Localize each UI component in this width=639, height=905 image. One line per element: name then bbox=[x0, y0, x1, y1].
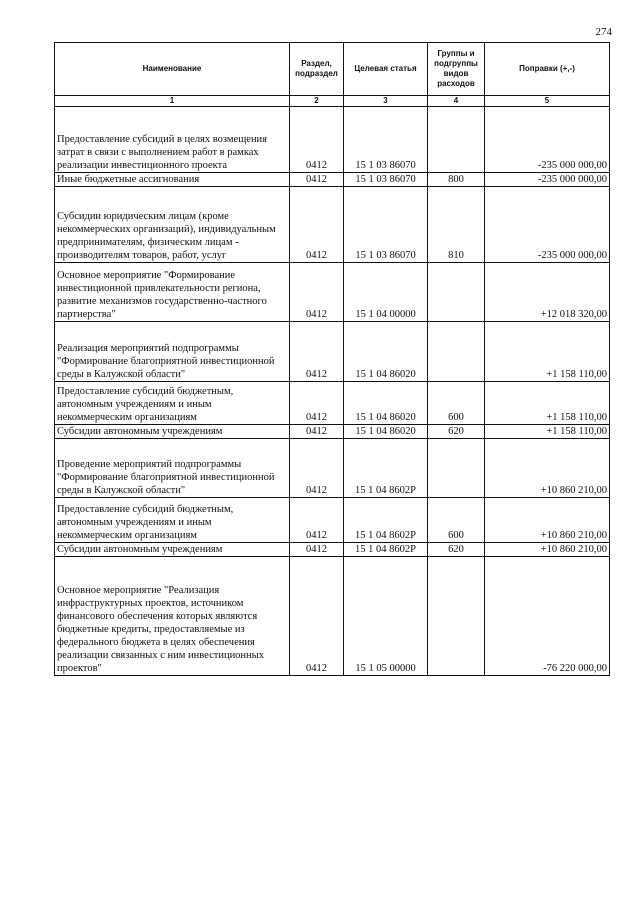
row-section: 0412 bbox=[290, 173, 344, 187]
row-section: 0412 bbox=[290, 557, 344, 676]
header-amount: Поправки (+,-) bbox=[485, 43, 610, 96]
table-row bbox=[55, 187, 610, 263]
row-group: 600 bbox=[428, 498, 485, 543]
column-number-row bbox=[55, 96, 610, 107]
row-section: 0412 bbox=[290, 322, 344, 382]
row-target: 15 1 04 8602Р bbox=[344, 498, 428, 543]
table-row bbox=[55, 382, 610, 425]
row-amount: -235 000 000,00 bbox=[485, 173, 610, 187]
row-group bbox=[428, 263, 485, 322]
row-target: 15 1 04 8602Р bbox=[344, 543, 428, 557]
row-amount: +10 860 210,00 bbox=[485, 439, 610, 498]
row-name: Проведение мероприятий подпрограммы "Формирование благоприятной инвестиционной среды в Калужской области" bbox=[55, 439, 290, 498]
row-target: 15 1 03 86070 bbox=[344, 107, 428, 173]
row-name: Предоставление субсидий бюджетным, автономным учреждениям и иным некоммерческим организациям bbox=[55, 382, 290, 425]
table-row bbox=[55, 322, 610, 382]
table-row bbox=[55, 107, 610, 173]
column-number: 3 bbox=[344, 96, 428, 107]
row-section: 0412 bbox=[290, 107, 344, 173]
row-amount: -235 000 000,00 bbox=[485, 187, 610, 263]
row-group: 810 bbox=[428, 187, 485, 263]
row-section: 0412 bbox=[290, 543, 344, 557]
row-amount: +1 158 110,00 bbox=[485, 382, 610, 425]
table-row bbox=[55, 557, 610, 676]
row-section: 0412 bbox=[290, 498, 344, 543]
row-section: 0412 bbox=[290, 382, 344, 425]
column-number: 5 bbox=[485, 96, 610, 107]
column-number: 1 bbox=[55, 96, 290, 107]
row-target: 15 1 04 86020 bbox=[344, 425, 428, 439]
row-name: Реализация мероприятий подпрограммы "Формирование благоприятной инвестиционной среды в Калужской области" bbox=[55, 322, 290, 382]
row-amount: +10 860 210,00 bbox=[485, 498, 610, 543]
row-name: Иные бюджетные ассигнования bbox=[55, 173, 290, 187]
row-target: 15 1 05 00000 bbox=[344, 557, 428, 676]
row-section: 0412 bbox=[290, 439, 344, 498]
row-target: 15 1 04 86020 bbox=[344, 322, 428, 382]
table-row bbox=[55, 439, 610, 498]
row-name: Предоставление субсидий в целях возмещения затрат в связи с выполнением работ в рамках реализации инвестиционного проекта bbox=[55, 107, 290, 173]
column-number: 2 bbox=[290, 96, 344, 107]
header-target: Целевая статья bbox=[344, 43, 428, 96]
row-amount: +1 158 110,00 bbox=[485, 322, 610, 382]
row-group bbox=[428, 322, 485, 382]
header-name: Наименование bbox=[55, 43, 290, 96]
row-amount: +12 018 320,00 bbox=[485, 263, 610, 322]
row-name: Основное мероприятие "Формирование инвестиционной привлекательности региона, развитие механизмов государственно-частного партнерства" bbox=[55, 263, 290, 322]
row-name: Предоставление субсидий бюджетным, автономным учреждениям и иным некоммерческим организациям bbox=[55, 498, 290, 543]
row-name: Субсидии автономным учреждениям bbox=[55, 425, 290, 439]
row-target: 15 1 04 00000 bbox=[344, 263, 428, 322]
table-row bbox=[55, 543, 610, 557]
budget-amendments-table bbox=[54, 42, 610, 676]
row-name: Субсидии автономным учреждениям bbox=[55, 543, 290, 557]
table-row bbox=[55, 425, 610, 439]
table-row bbox=[55, 173, 610, 187]
row-section: 0412 bbox=[290, 187, 344, 263]
row-group bbox=[428, 439, 485, 498]
row-section: 0412 bbox=[290, 425, 344, 439]
row-amount: -76 220 000,00 bbox=[485, 557, 610, 676]
row-group: 620 bbox=[428, 425, 485, 439]
row-group bbox=[428, 557, 485, 676]
row-section: 0412 bbox=[290, 263, 344, 322]
row-amount: +1 158 110,00 bbox=[485, 425, 610, 439]
row-target: 15 1 04 8602Р bbox=[344, 439, 428, 498]
header-section: Раздел, подраздел bbox=[290, 43, 344, 96]
row-name: Субсидии юридическим лицам (кроме некоммерческих организаций), индивидуальным предпринимателям, физическим лицам - производителям товаров, работ, услуг bbox=[55, 187, 290, 263]
row-group bbox=[428, 107, 485, 173]
row-target: 15 1 03 86070 bbox=[344, 173, 428, 187]
row-name: Основное мероприятие "Реализация инфраструктурных проектов, источником финансового обеспечения которых являются бюджетные кредиты, предоставляемые из федерального бюджета в целях обеспечения реализации связанных с ним инвестиционных проектов" bbox=[55, 557, 290, 676]
row-amount: +10 860 210,00 bbox=[485, 543, 610, 557]
row-group: 620 bbox=[428, 543, 485, 557]
header-row bbox=[55, 43, 610, 96]
header-groups: Группы и подгруппы видов расходов bbox=[428, 43, 485, 96]
row-amount: -235 000 000,00 bbox=[485, 107, 610, 173]
row-target: 15 1 04 86020 bbox=[344, 382, 428, 425]
table-row bbox=[55, 498, 610, 543]
row-target: 15 1 03 86070 bbox=[344, 187, 428, 263]
column-number: 4 bbox=[428, 96, 485, 107]
page-number: 274 bbox=[595, 26, 612, 38]
row-group: 800 bbox=[428, 173, 485, 187]
table-row bbox=[55, 263, 610, 322]
row-group: 600 bbox=[428, 382, 485, 425]
